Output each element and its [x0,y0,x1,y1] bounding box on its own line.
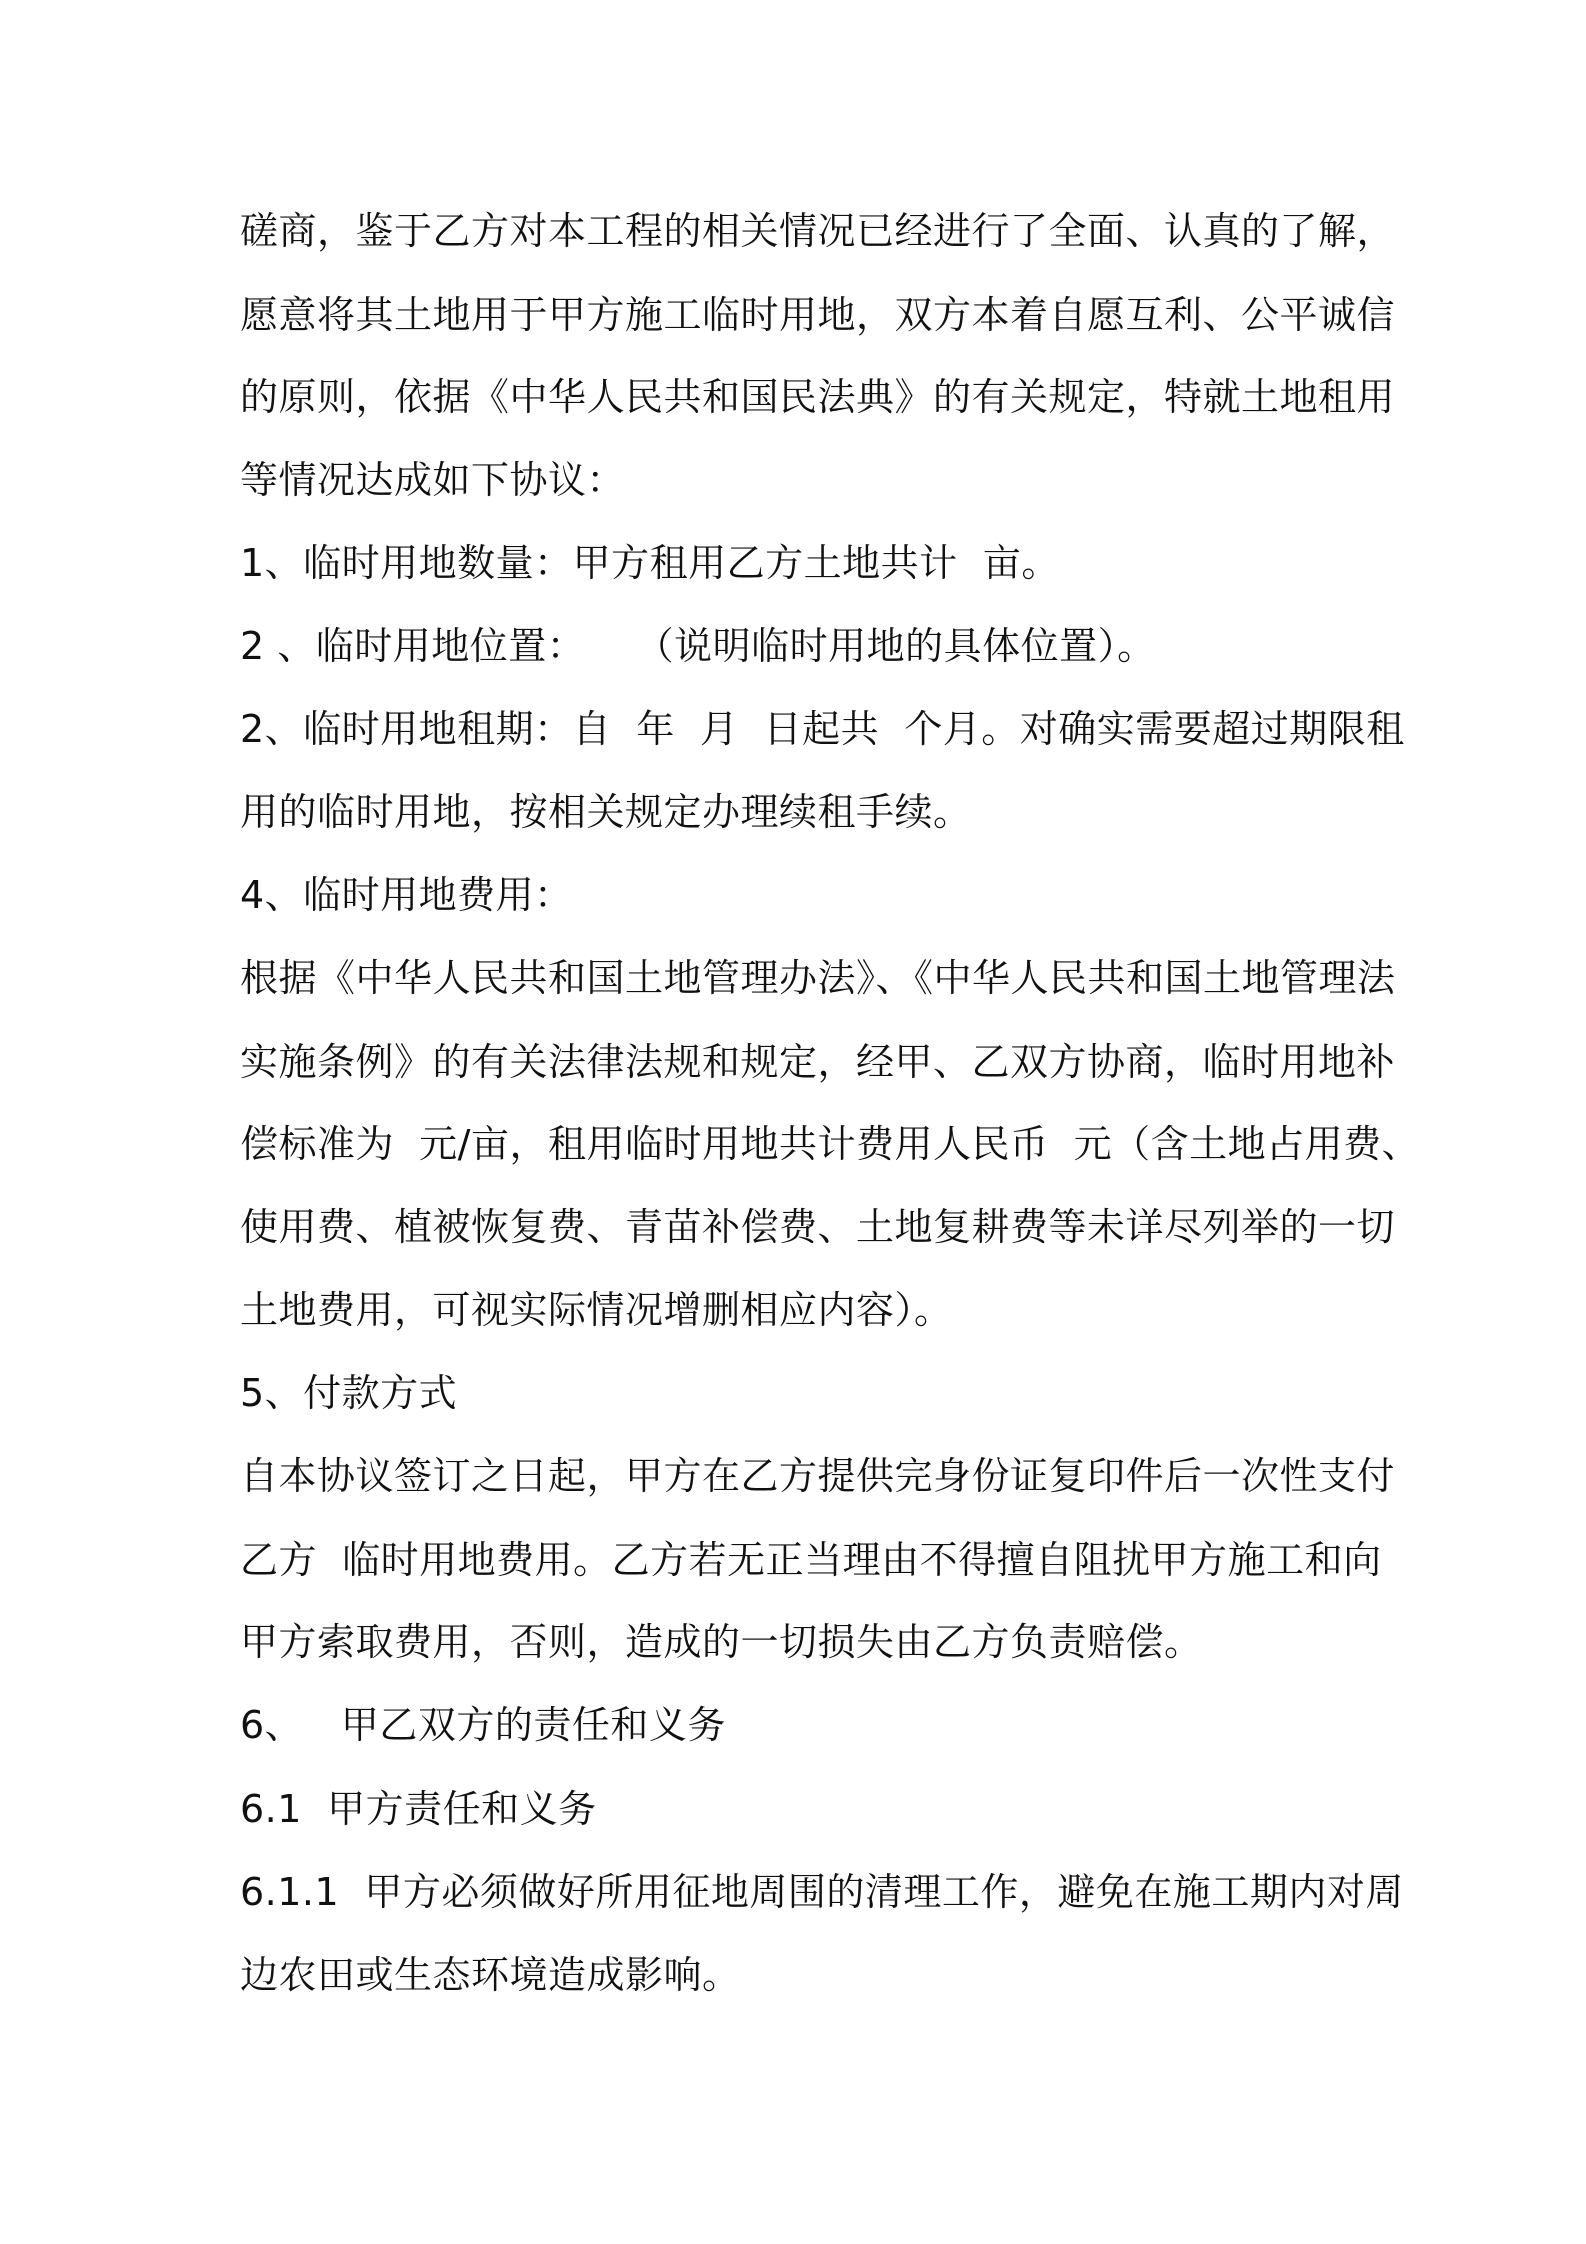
text-line: 愿意将其土地用于甲方施工临时用地，双方本着自愿互利、公平诚信 [240,293,1396,337]
text-line: 等情况达成如下协议： [240,458,626,502]
text-line: 用的临时用地，按相关规定办理续租手续。 [240,790,972,834]
text-line: 使用费、植被恢复费、青苗补偿费、土地复耕费等未详尽列举的一切 [240,1205,1396,1249]
text-line: 根据《中华人民共和国土地管理办法》、《中华人民共和国土地管理法 [240,956,1396,1000]
text-line: 6.1 甲方责任和义务 [240,1787,597,1831]
text-line: 2 、临时用地位置： （说明临时用地的具体位置）。 [240,624,1156,668]
text-line: 5、付款方式 [240,1371,458,1415]
text-line: 自本协议签订之日起，甲方在乙方提供完身份证复印件后一次性支付 [240,1454,1396,1498]
text-line: 边农田或生态环境造成影响。 [240,1953,741,1997]
text-line: 乙方 临时用地费用。乙方若无正当理由不得擅自阻扰甲方施工和向 [240,1538,1382,1582]
text-line: 土地费用，可视实际情况增删相应内容）。 [240,1288,953,1332]
text-line: 实施条例》的有关法律法规和规定，经甲、乙双方协商，临时用地补 [240,1040,1396,1084]
text-line: 偿标准为 元/亩，租用临时用地共计费用人民币 元（含土地占用费、 [240,1122,1421,1166]
text-line: 磋商，鉴于乙方对本工程的相关情况已经进行了全面、认真的了解， [240,209,1396,253]
text-line: 2、临时用地租期：自 年 月 日起共 个月。对确实需要超过期限租 [240,707,1405,751]
text-line: 1、临时用地数量：甲方租用乙方土地共计 亩。 [240,541,1060,585]
text-line: 6、 甲乙双方的责任和义务 [240,1703,726,1747]
text-line: 的原则，依据《中华人民共和国民法典》的有关规定，特就土地租用 [240,375,1396,419]
text-line: 甲方索取费用，否则，造成的一切损失由乙方负责赔偿。 [240,1620,1203,1664]
text-line: 6.1.1 甲方必须做好所用征地周围的清理工作，避免在施工期内对周 [240,1870,1404,1914]
text-line: 4、临时用地费用： [240,873,573,917]
